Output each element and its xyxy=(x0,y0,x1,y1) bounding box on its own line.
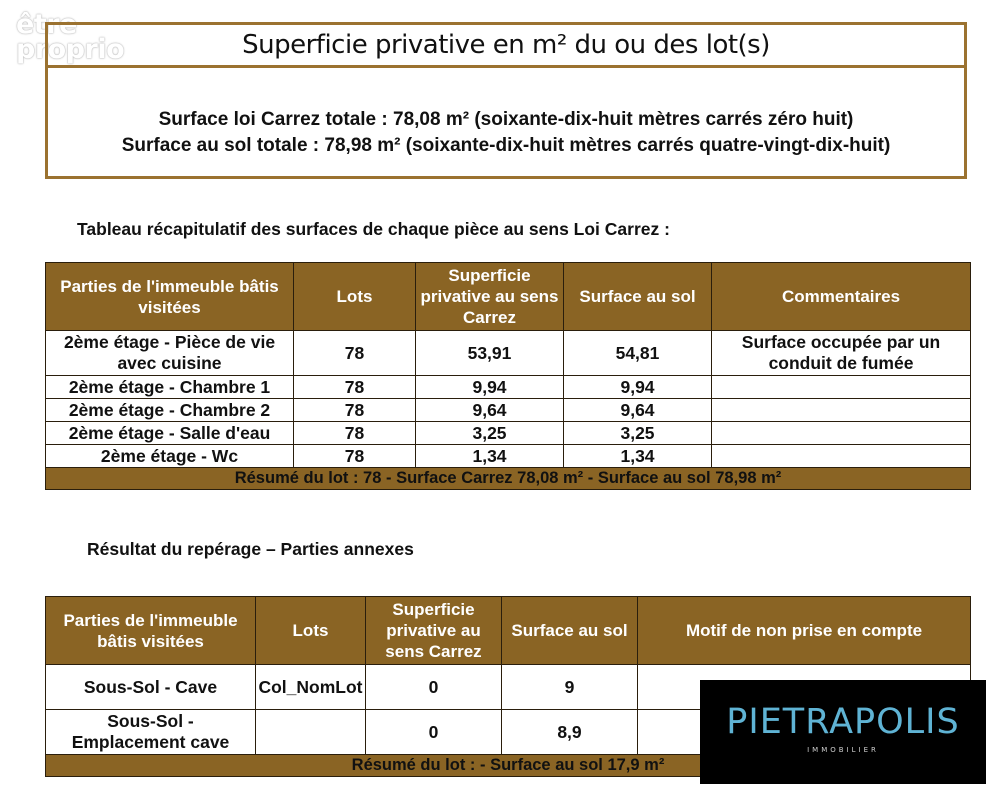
header-lots: Lots xyxy=(256,597,366,665)
cell-partie: 2ème étage - Salle d'eau xyxy=(46,422,294,445)
cell-commentaire xyxy=(712,376,971,399)
cell-carrez: 0 xyxy=(366,665,502,710)
cell-partie: 2ème étage - Chambre 1 xyxy=(46,376,294,399)
cell-partie: 2ème étage - Pièce de vie avec cuisine xyxy=(46,331,294,376)
table-header-row xyxy=(46,263,971,331)
cell-carrez: 53,91 xyxy=(416,331,564,376)
lot-summary: Résumé du lot : 78 - Surface Carrez 78,08 m² - Surface au sol 78,98 m² xyxy=(46,468,971,490)
logo-name: PIETRAPOLIS xyxy=(726,702,960,742)
cell-partie: 2ème étage - Wc xyxy=(46,445,294,468)
table-row xyxy=(46,376,971,399)
cell-partie: Sous-Sol - Cave xyxy=(46,665,256,710)
cell-partie: Sous-Sol - Emplacement cave xyxy=(46,710,256,755)
table1-heading: Tableau récapitulatif des surfaces de chaque pièce au sens Loi Carrez : xyxy=(77,219,670,239)
header-parties: Parties de l'immeuble bâtis visitées xyxy=(46,263,294,331)
table2-heading: Résultat du repérage – Parties annexes xyxy=(87,539,414,559)
table-summary-row xyxy=(46,468,971,490)
cell-sol: 8,9 xyxy=(502,710,638,755)
table-header-row xyxy=(46,597,971,665)
header-motif: Motif de non prise en compte xyxy=(638,597,971,665)
cell-carrez: 0 xyxy=(366,710,502,755)
table-row xyxy=(46,399,971,422)
cell-sol: 9,94 xyxy=(564,376,712,399)
cell-commentaire xyxy=(712,445,971,468)
header-commentaires: Commentaires xyxy=(712,263,971,331)
sol-total-text: Surface au sol totale : 78,98 m² (soixante-dix-huit mètres carrés quatre-vingt-dix-huit) xyxy=(121,135,891,156)
cell-carrez: 3,25 xyxy=(416,422,564,445)
table-row xyxy=(46,331,971,376)
cell-lot: 78 xyxy=(294,422,416,445)
watermark-line-2: proprio xyxy=(16,34,125,65)
cell-sol: 1,34 xyxy=(564,445,712,468)
carrez-table xyxy=(45,262,971,490)
cell-sol: 9 xyxy=(502,665,638,710)
cell-commentaire xyxy=(712,422,971,445)
cell-carrez: 1,34 xyxy=(416,445,564,468)
cell-carrez: 9,94 xyxy=(416,376,564,399)
summary-box xyxy=(45,22,967,179)
header-lots: Lots xyxy=(294,263,416,331)
summary-box-title: Superficie privative en m² du ou des lot(s) xyxy=(48,25,964,68)
table-row xyxy=(46,422,971,445)
table-row xyxy=(46,445,971,468)
cell-lot: Col_NomLot xyxy=(256,665,366,710)
cell-sol: 54,81 xyxy=(564,331,712,376)
cell-sol: 9,64 xyxy=(564,399,712,422)
cell-lot: 78 xyxy=(294,376,416,399)
cell-partie: 2ème étage - Chambre 2 xyxy=(46,399,294,422)
cell-lot: 78 xyxy=(294,445,416,468)
cell-commentaire: Surface occupée par un conduit de fumée xyxy=(712,331,971,376)
cell-commentaire xyxy=(712,399,971,422)
header-parties: Parties de l'immeuble bâtis visitées xyxy=(46,597,256,665)
cell-carrez: 9,64 xyxy=(416,399,564,422)
cell-lot xyxy=(256,710,366,755)
logo-subtitle: IMMOBILIER xyxy=(807,746,879,754)
header-superficie-carrez: Superficie privative au sens Carrez xyxy=(416,263,564,331)
cell-sol: 3,25 xyxy=(564,422,712,445)
header-surface-sol: Surface au sol xyxy=(564,263,712,331)
cell-lot: 78 xyxy=(294,399,416,422)
header-superficie-carrez: Superficie privative au sens Carrez xyxy=(366,597,502,665)
cell-lot: 78 xyxy=(294,331,416,376)
watermark-line-1: être xyxy=(16,9,77,40)
pietrapolis-logo xyxy=(700,680,986,784)
header-surface-sol: Surface au sol xyxy=(502,597,638,665)
carrez-total-text: Surface loi Carrez totale : 78,08 m² (soixante-dix-huit mètres carrés zéro huit) xyxy=(158,109,854,130)
lot-summary: Résumé du lot : - Surface au sol 17,9 m² xyxy=(46,755,971,777)
